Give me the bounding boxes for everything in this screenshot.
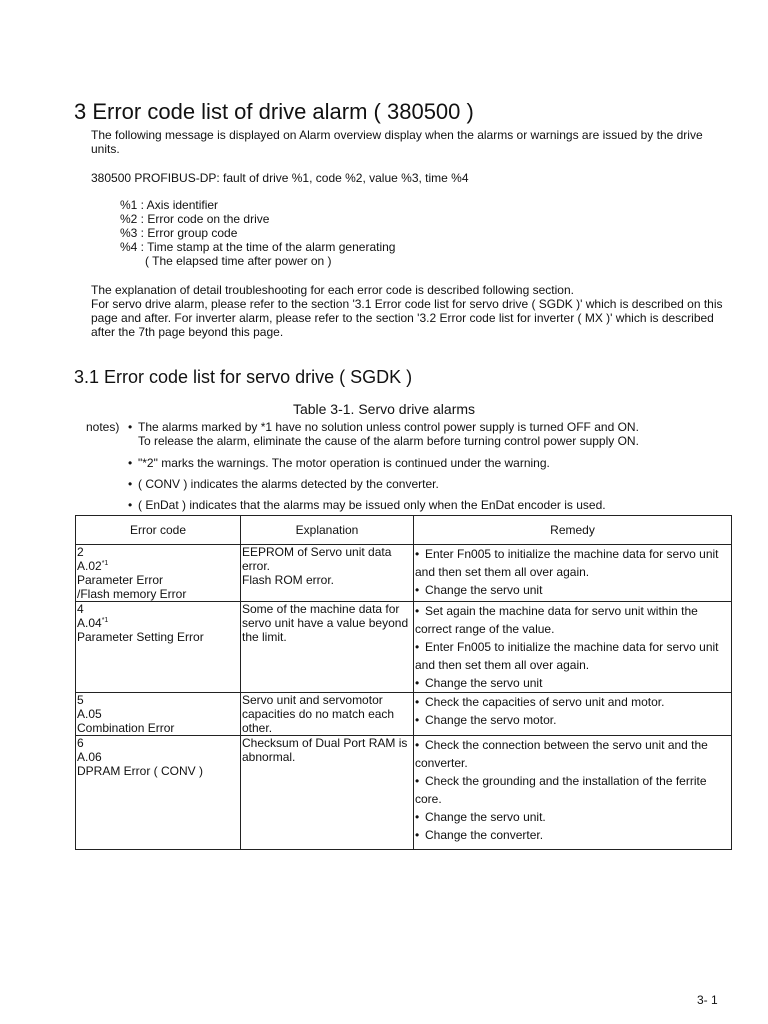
- header-remedy: Remedy: [414, 516, 732, 545]
- error-code: [77, 616, 239, 630]
- table-caption: Table 3-1. Servo drive alarms: [292, 401, 476, 417]
- error-code-cell: [76, 545, 241, 602]
- code-text: A.02: [77, 559, 102, 573]
- bullet-glyph: •: [415, 676, 420, 690]
- bullet-glyph: •: [415, 547, 420, 561]
- bullet-glyph: •: [415, 695, 420, 709]
- remedy-cell: [414, 693, 732, 736]
- remedy-text: Change the servo unit: [425, 676, 543, 690]
- error-number: 6: [77, 736, 84, 750]
- explanation-text: Flash ROM error.: [242, 573, 335, 587]
- bullet-glyph: •: [128, 456, 133, 470]
- bullet-glyph: •: [415, 828, 420, 842]
- header-error-code: Error code: [76, 516, 241, 545]
- code-text: A.04: [77, 616, 102, 630]
- remedy-item: [415, 808, 730, 826]
- remedy-text: Check the capacities of servo unit and motor.: [425, 695, 665, 709]
- error-name: Parameter Setting Error: [77, 630, 204, 644]
- remedy-text: Change the servo unit.: [425, 810, 546, 824]
- error-name: DPRAM Error ( CONV ): [77, 764, 203, 778]
- remedy-item: [415, 638, 730, 674]
- explanation-cell: [241, 736, 414, 850]
- parameter-list: [120, 198, 395, 268]
- table-header-row: [76, 516, 732, 545]
- error-code-cell: [76, 602, 241, 693]
- note-item: [128, 456, 550, 470]
- explanation-text: Some of the machine data for servo unit have a value beyond the limit.: [242, 602, 409, 644]
- explanation-cell: [241, 545, 414, 602]
- explanation-line: The explanation of detail troubleshooting for each error code is described following section.: [91, 283, 574, 297]
- note-text: ( EnDat ) indicates that the alarms may be issued only when the EnDat encoder is used.: [138, 498, 606, 512]
- table-row: [76, 602, 732, 693]
- footnote-mark: *1: [101, 560, 109, 567]
- remedy-text: Change the converter.: [425, 828, 544, 842]
- parameter-item: %4 : Time stamp at the time of the alarm generating: [120, 240, 396, 254]
- error-name: Parameter Error: [77, 573, 164, 587]
- bullet-glyph: •: [415, 713, 420, 727]
- note-text: ( CONV ) indicates the alarms detected by the converter.: [138, 477, 439, 491]
- error-number: 4: [77, 602, 84, 616]
- page-number: 3- 1: [697, 993, 718, 1007]
- header-explanation: Explanation: [241, 516, 414, 545]
- bullet-glyph: •: [415, 604, 420, 618]
- footnote-mark: *1: [101, 617, 109, 624]
- section-heading: 3.1 Error code list for servo drive ( SGDK ): [74, 367, 413, 387]
- note-text: The alarms marked by *1 have no solution unless control power supply is turned OFF and ON.: [138, 420, 639, 434]
- explanation-cell: [241, 602, 414, 693]
- parameter-note: ( The elapsed time after power on ): [145, 254, 332, 268]
- explanation-paragraph: [91, 283, 737, 339]
- note-text: "*2" marks the warnings. The motor operation is continued under the warning.: [138, 456, 550, 470]
- error-number: 2: [77, 545, 84, 559]
- error-code: A.06: [77, 750, 102, 764]
- bullet-glyph: •: [128, 498, 133, 512]
- remedy-cell: [414, 545, 732, 602]
- bullet-glyph: •: [128, 420, 133, 434]
- remedy-item: [415, 545, 730, 581]
- explanation-cell: [241, 693, 414, 736]
- error-name: Combination Error: [77, 721, 175, 735]
- table-row: [76, 736, 732, 850]
- remedy-text: Set again the machine data for servo unit within the correct range of the value.: [415, 604, 698, 636]
- bullet-glyph: •: [415, 738, 420, 752]
- remedy-item: [415, 736, 730, 772]
- remedy-cell: [414, 736, 732, 850]
- bullet-glyph: •: [128, 477, 133, 491]
- servo-alarm-table: [75, 515, 732, 850]
- error-code: [77, 559, 239, 573]
- bullet-glyph: •: [415, 774, 420, 788]
- chapter-heading: 3 Error code list of drive alarm ( 380500 ): [74, 99, 474, 124]
- note-item: [128, 477, 439, 491]
- explanation-text: EEPROM of Servo unit data error.: [242, 545, 392, 573]
- error-code: A.05: [77, 707, 102, 721]
- bullet-glyph: •: [415, 810, 420, 824]
- remedy-item: [415, 674, 730, 692]
- parameter-item: %2 : Error code on the drive: [120, 212, 270, 226]
- remedy-text: Change the servo motor.: [425, 713, 557, 727]
- remedy-item: [415, 693, 730, 711]
- remedy-item: [415, 826, 730, 844]
- error-name: /Flash memory Error: [77, 587, 187, 601]
- error-code-cell: [76, 693, 241, 736]
- notes-label: notes): [86, 420, 120, 434]
- remedy-item: [415, 581, 730, 599]
- intro-paragraph: The following message is displayed on Alarm overview display when the alarms or warnings are issued by the drive units.: [91, 128, 703, 156]
- error-number: 5: [77, 693, 84, 707]
- explanation-line: For servo drive alarm, please refer to the section '3.1 Error code list for servo drive ( SGDK )' which is described on this page and after. For inverter alarm, please refer to the section '3.2 Error code list for inverter ( MX )' which is described after the 7th page beyond this page.: [91, 297, 723, 339]
- error-code-cell: [76, 736, 241, 850]
- remedy-text: Check the connection between the servo unit and the converter.: [415, 738, 708, 770]
- parameter-item: %1 : Axis identifier: [120, 198, 219, 212]
- note-item: [128, 420, 639, 448]
- remedy-text: Check the grounding and the installation of the ferrite core.: [415, 774, 707, 806]
- bullet-glyph: •: [415, 640, 420, 654]
- remedy-item: [415, 602, 730, 638]
- explanation-text: Servo unit and servomotor capacities do no match each other.: [242, 693, 395, 735]
- table-row: [76, 693, 732, 736]
- remedy-text: Enter Fn005 to initialize the machine data for servo unit and then set them all over again.: [415, 640, 719, 672]
- remedy-item: [415, 772, 730, 808]
- table-row: [76, 545, 732, 602]
- remedy-item: [415, 711, 730, 729]
- remedy-text: Change the servo unit: [425, 583, 543, 597]
- remedy-cell: [414, 602, 732, 693]
- alarm-message: 380500 PROFIBUS-DP: fault of drive %1, code %2, value %3, time %4: [91, 171, 469, 185]
- explanation-text: Checksum of Dual Port RAM is abnormal.: [242, 736, 408, 764]
- bullet-glyph: •: [415, 583, 420, 597]
- parameter-item: %3 : Error group code: [120, 226, 238, 240]
- remedy-text: Enter Fn005 to initialize the machine data for servo unit and then set them all over again.: [415, 547, 719, 579]
- note-item: [128, 498, 606, 512]
- note-text-continued: To release the alarm, eliminate the cause of the alarm before turning control power supply ON.: [138, 434, 639, 448]
